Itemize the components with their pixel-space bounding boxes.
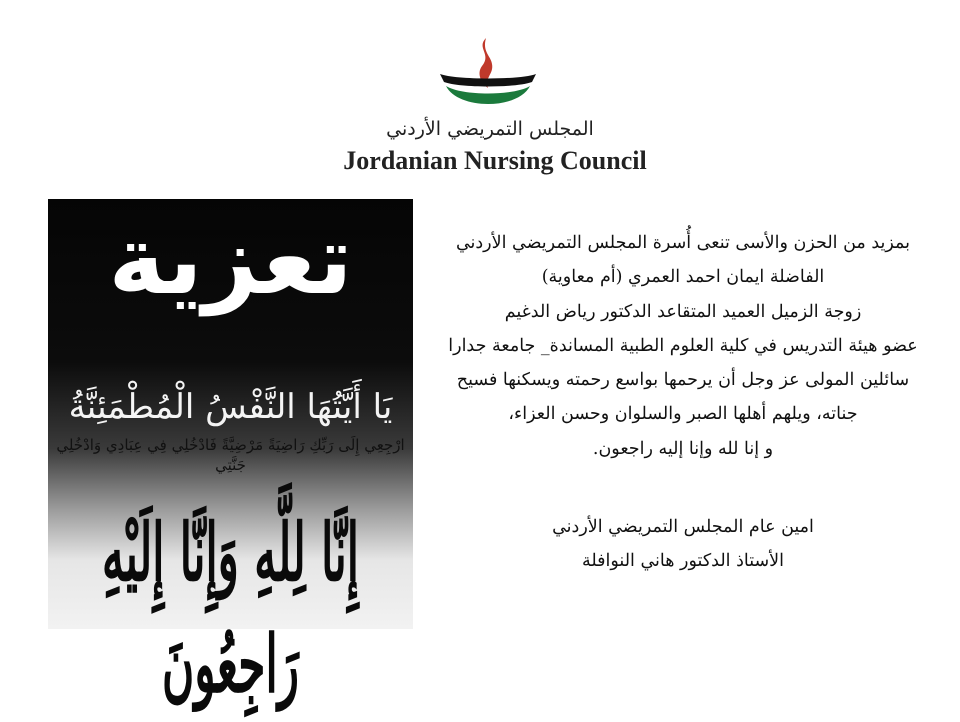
condolence-line: الفاضلة ايمان احمد العمري (أم معاوية) xyxy=(541,267,825,288)
condolence-line: بمزيد من الحزن والأسى تنعى أُسرة المجلس التمريضي الأردني xyxy=(455,233,911,253)
logo-arabic-text: المجلس التمريضي الأردني xyxy=(386,118,594,140)
condolence-card-image xyxy=(48,199,413,712)
spacer xyxy=(425,466,941,510)
condolence-text xyxy=(425,226,941,579)
card-verse: يَا أَيَّتُهَا النَّفْسُ الْمُطْمَئِنَّةُ xyxy=(68,387,393,427)
header xyxy=(0,0,960,190)
condolence-line: سائلين المولى عز وجل أن يرحمها بواسع رحمته ويسكنها فسيح xyxy=(456,370,910,391)
card-calligraphy: إِنَّا لِلَّهِ وَإِنَّا إِلَيْهِ رَاجِعُونَ xyxy=(101,508,360,712)
condolence-line: عضو هيئة التدريس في كلية العلوم الطبية المساندة_ جامعة جدارا xyxy=(448,335,918,356)
condolence-line: و إنا لله وإنا إليه راجعون. xyxy=(592,438,774,459)
signature-title: امين عام المجلس التمريضي الأردني xyxy=(552,517,814,538)
condolence-line: جناته، ويلهم أهلها الصبر والسلوان وحسن العزاء، xyxy=(508,404,858,425)
nursing-council-logo-icon xyxy=(436,34,540,118)
card-subverse: ارْجِعِي إِلَى رَبِّكِ رَاضِيَةً مَرْضِيَّةً فَادْخُلِي فِي عِبَادِي وَادْخُلِي جَنَّتِي xyxy=(56,436,405,474)
card-title: تعزية xyxy=(108,204,353,316)
condolence-line: زوجة الزميل العميد المتقاعد الدكتور رياض الدغيم xyxy=(504,301,862,322)
logo-green-band xyxy=(446,86,530,104)
signature-name: الأستاذ الدكتور هاني النوافلة xyxy=(581,551,785,572)
logo-english-text: Jordanian Nursing Council xyxy=(343,146,647,175)
